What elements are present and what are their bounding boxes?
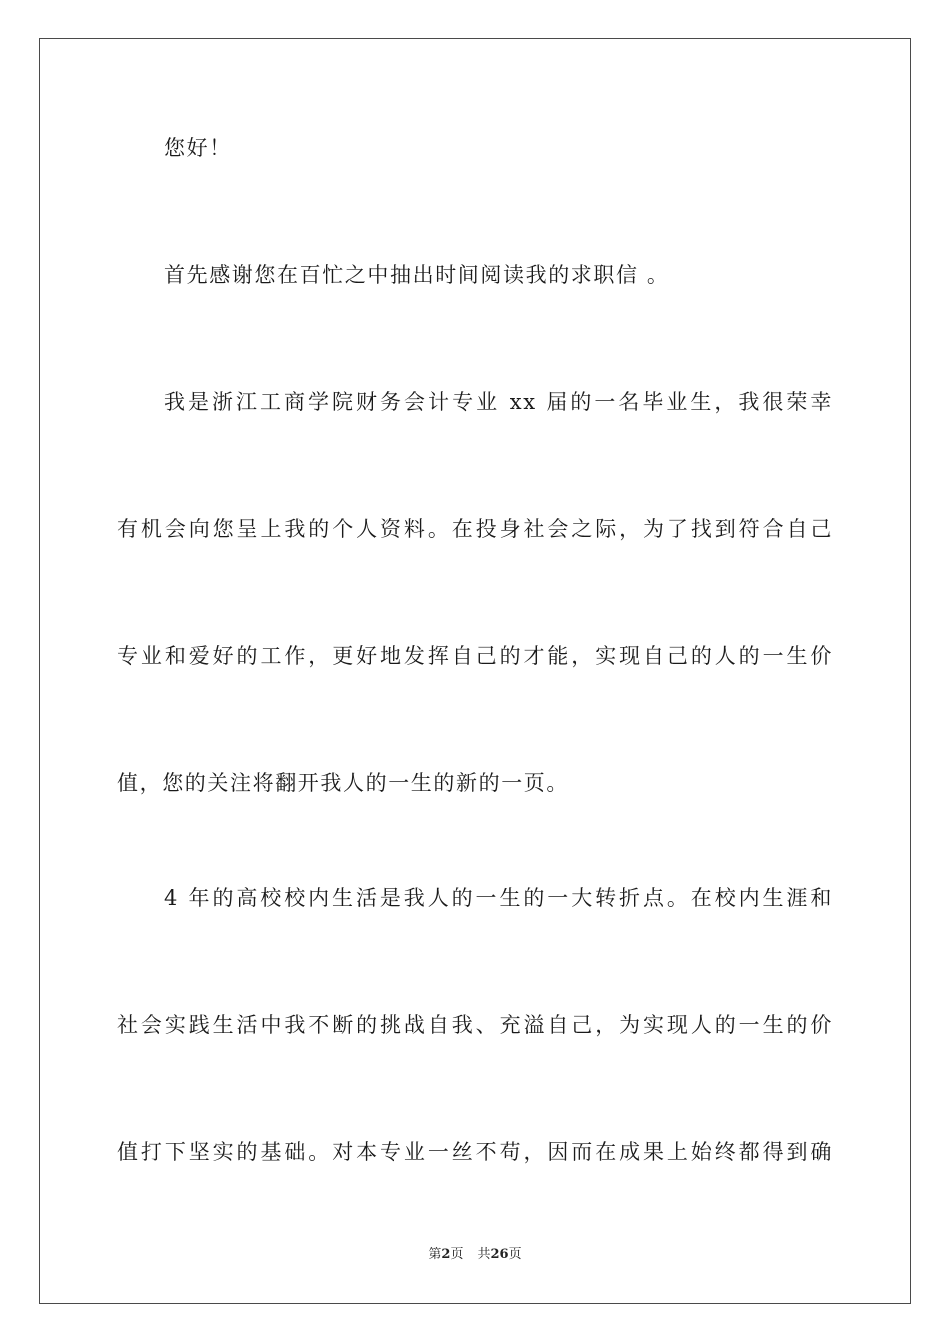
paragraph-line: 值打下坚实的基础。对本专业一丝不苟，因而在成果上始终都得到确 [117, 1140, 833, 1164]
page-border [39, 38, 911, 1304]
page-footer [0, 1246, 950, 1264]
paragraph-line: 4 年的高校校内生活是我人的一生的一大转折点。在校内生涯和 [164, 886, 833, 910]
paragraph-line: 首先感谢您在百忙之中抽出时间阅读我的求职信 。 [164, 263, 670, 287]
total-unit: 页 [508, 1247, 522, 1262]
page-prefix: 第 [428, 1247, 442, 1262]
paragraph-line: 我是浙江工商学院财务会计专业 xx 届的一名毕业生，我很荣幸 [164, 390, 833, 414]
total-prefix: 共 [477, 1247, 491, 1262]
paragraph-line: 有机会向您呈上我的个人资料。在投身社会之际，为了找到符合自己 [117, 517, 833, 541]
greeting-line: 您好！ [164, 136, 232, 160]
page-unit: 页 [450, 1247, 464, 1262]
total-pages: 26 [490, 1247, 509, 1262]
paragraph-line: 社会实践生活中我不断的挑战自我、充溢自己，为实现人的一生的价 [117, 1013, 833, 1037]
paragraph-line: 专业和爱好的工作，更好地发挥自己的才能，实现自己的人的一生价 [117, 644, 833, 668]
paragraph-line: 值，您的关注将翻开我人的一生的新的一页。 [117, 771, 569, 795]
page-number: 2 [441, 1247, 451, 1262]
